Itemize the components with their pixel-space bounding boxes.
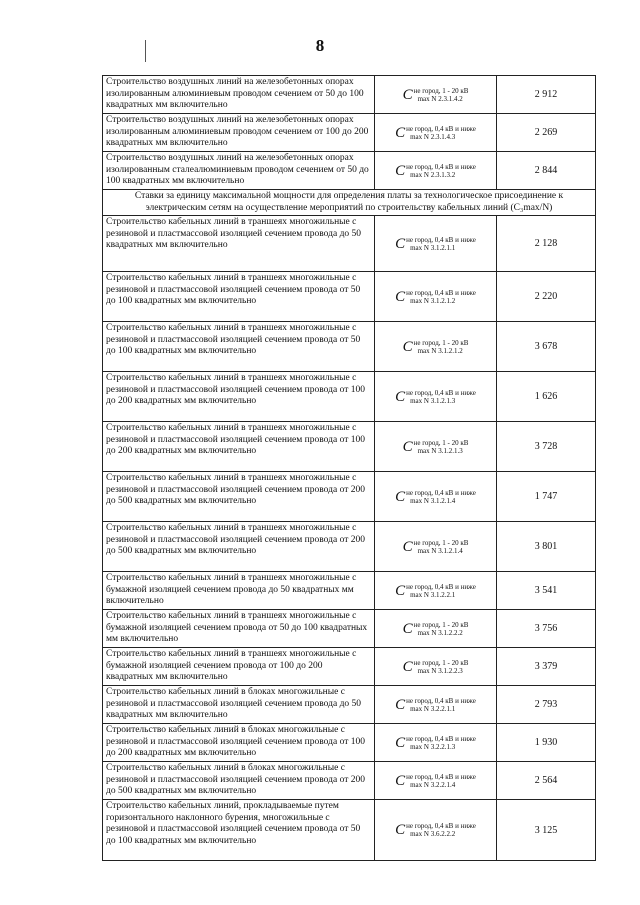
row-description: Строительство кабельных линий в блоках многожильные с резиновой и пластмассовой изоляцией сечением провода от 100 до 200 квадратных мм включительно xyxy=(103,724,375,761)
table-row xyxy=(103,322,595,372)
rate-code xyxy=(375,522,497,571)
rate-symbol: C xyxy=(402,538,413,555)
row-description: Строительство кабельных линий в траншеях многожильные с бумажной изоляцией сечением провода от 50 до 100 квадратных мм включительно xyxy=(103,610,375,647)
rate-symbol: C xyxy=(395,582,406,599)
row-description: Строительство кабельных линий в траншеях многожильные с бумажной изоляцией сечением провода от 100 до 200 квадратных мм включительно xyxy=(103,648,375,685)
section-header: Ставки за единицу максимальной мощности для определения платы за технологическое присоединение к электрическим сетям на осуществление мероприятий по строительству кабельных линий (C₃max/N) xyxy=(134,191,564,213)
rate-symbol: C xyxy=(395,235,406,252)
rate-value: 2 844 xyxy=(534,165,558,176)
table-row xyxy=(103,472,595,522)
rate-value: 3 125 xyxy=(534,824,558,836)
rate-value: 1 747 xyxy=(534,491,558,502)
tariff-table xyxy=(102,75,596,861)
rate-superscript: не город, 0,4 кВ и ниже xyxy=(406,772,476,781)
row-description: Строительство кабельных линий в блоках многожильные с резиновой и пластмассовой изоляцией сечением провода от 200 до 500 квадратных мм включительно xyxy=(103,762,375,799)
rate-superscript: не город, 0,4 кВ и ниже xyxy=(406,162,476,171)
table-row xyxy=(103,76,595,114)
rate-subscript: max N 3.1.2.1.4 xyxy=(417,546,463,555)
row-description: Строительство кабельных линий в траншеях многожильные с резиновой и пластмассовой изоляцией сечением провода до 50 квадратных мм включительно xyxy=(103,216,375,271)
rate-subscript: max N 3.2.2.1.1 xyxy=(410,704,456,713)
table-row xyxy=(103,572,595,610)
rate-code xyxy=(375,572,497,609)
rate-subscript: max N 3.1.2.1.3 xyxy=(417,446,463,455)
rate-code xyxy=(375,686,497,723)
rate-code xyxy=(375,372,497,421)
rate-value: 1 930 xyxy=(534,737,558,748)
table-row xyxy=(103,114,595,152)
rate-superscript: не город, 0,4 кВ и ниже xyxy=(406,582,476,591)
rate-value: 3 541 xyxy=(534,585,558,596)
rate-superscript: не город, 0,4 кВ и ниже xyxy=(406,288,476,297)
rate-symbol: C xyxy=(395,772,406,789)
rate-code xyxy=(375,272,497,321)
rate-subscript: max N 3.2.2.1.3 xyxy=(410,742,456,751)
rate-superscript: не город, 0,4 кВ и ниже xyxy=(406,124,476,133)
rate-symbol: C xyxy=(395,124,406,141)
rate-value: 3 801 xyxy=(534,541,558,552)
rate-superscript: не город, 1 - 20 кВ xyxy=(413,86,469,95)
rate-symbol: C xyxy=(395,822,406,838)
row-description: Строительство кабельных линий в блоках многожильные с резиновой и пластмассовой изоляцией сечением провода до 50 квадратных мм включительно xyxy=(103,686,375,723)
rate-subscript: max N 3.1.2.1.2 xyxy=(417,346,463,355)
table-row xyxy=(103,762,595,800)
rate-code xyxy=(375,76,497,113)
row-description: Строительство кабельных линий, прокладываемые путем горизонтального наклонного бурения, многожильные с резиновой и пластмассовой изоляцией сечением провода от 50 до 100 квадратных мм включительно xyxy=(103,800,375,860)
rate-code xyxy=(375,422,497,471)
rate-code xyxy=(375,322,497,371)
rate-code xyxy=(375,114,497,151)
rate-value: 3 756 xyxy=(534,623,558,634)
rate-symbol: C xyxy=(395,696,406,713)
rate-code xyxy=(375,724,497,761)
rate-superscript: не город, 1 - 20 кВ xyxy=(413,338,469,347)
rate-code xyxy=(375,472,497,521)
rate-value: 2 564 xyxy=(534,775,558,786)
table-row xyxy=(103,800,595,860)
rate-value: 2 128 xyxy=(534,238,558,249)
rate-superscript: не город, 0,4 кВ и ниже xyxy=(406,488,476,497)
rate-value: 1 626 xyxy=(534,391,558,402)
rate-superscript: не город, 1 - 20 кВ xyxy=(413,620,469,629)
table-row xyxy=(103,610,595,648)
margin-line xyxy=(145,40,146,62)
rate-subscript: max N 2.3.1.4.3 xyxy=(410,132,456,141)
rate-value: 2 269 xyxy=(534,127,558,138)
row-description: Строительство кабельных линий в траншеях многожильные с резиновой и пластмассовой изоляцией сечением провода от 50 до 100 квадратных мм включительно xyxy=(103,272,375,321)
table-row xyxy=(103,152,595,190)
rate-subscript: max N 3.1.2.1.3 xyxy=(410,396,456,405)
rate-symbol: C xyxy=(402,658,413,675)
rate-code xyxy=(375,152,497,189)
table-row xyxy=(103,648,595,686)
rate-subscript: max N 3.1.2.1.1 xyxy=(410,243,456,252)
rate-subscript: max N 3.2.2.1.4 xyxy=(410,780,456,789)
rate-code xyxy=(375,216,497,271)
row-description: Строительство кабельных линий в траншеях многожильные с резиновой и пластмассовой изоляцией сечением провода от 100 до 200 квадратных мм включительно xyxy=(103,372,375,421)
rate-symbol: C xyxy=(395,488,406,505)
table-row xyxy=(103,372,595,422)
rate-code xyxy=(375,610,497,647)
rate-symbol: C xyxy=(395,162,406,179)
table-row xyxy=(103,522,595,572)
rate-value: 2 912 xyxy=(534,89,558,100)
rate-subscript: max N 3.6.2.2.2 xyxy=(410,830,456,838)
rate-symbol: C xyxy=(402,86,413,103)
table-row xyxy=(103,422,595,472)
rate-subscript: max N 3.1.2.2.1 xyxy=(410,590,456,599)
rate-subscript: max N 3.1.2.2.3 xyxy=(417,666,463,675)
rate-value: 3 379 xyxy=(534,661,558,672)
table-row xyxy=(103,272,595,322)
row-description: Строительство кабельных линий в траншеях многожильные с резиновой и пластмассовой изоляцией сечением провода от 50 до 100 квадратных мм включительно xyxy=(103,322,375,371)
rate-symbol: C xyxy=(402,620,413,637)
rate-symbol: C xyxy=(402,438,413,455)
table-row xyxy=(103,216,595,272)
rate-subscript: max N 2.3.1.4.2 xyxy=(417,94,463,103)
row-description: Строительство воздушных линий на железобетонных опорах изолированным алюминиевым проводом сечением от 100 до 200 квадратных мм включительно xyxy=(103,114,375,151)
rate-symbol: C xyxy=(402,338,413,355)
row-description: Строительство воздушных линий на железобетонных опорах изолированным сталеалюминиевым проводом сечением от 50 до 100 квадратных мм включительно xyxy=(103,152,375,189)
rate-superscript: не город, 0,4 кВ и ниже xyxy=(406,235,476,244)
rate-value: 3 678 xyxy=(534,341,558,352)
rate-superscript: не город, 0,4 кВ и ниже xyxy=(406,734,476,743)
rate-symbol: C xyxy=(395,388,406,405)
rate-code xyxy=(375,762,497,799)
rate-superscript: не город, 0,4 кВ и ниже xyxy=(406,388,476,397)
rate-code xyxy=(375,648,497,685)
rate-superscript: не город, 1 - 20 кВ xyxy=(413,438,469,447)
row-description: Строительство кабельных линий в траншеях многожильные с резиновой и пластмассовой изоляцией сечением провода от 100 до 200 квадратных мм включительно xyxy=(103,422,375,471)
rate-subscript: max N 3.1.2.2.2 xyxy=(417,628,463,637)
rate-subscript: max N 3.1.2.1.2 xyxy=(410,296,456,305)
table-row xyxy=(103,686,595,724)
section-header-row xyxy=(103,190,595,216)
table-row xyxy=(103,724,595,762)
row-description: Строительство кабельных линий в траншеях многожильные с бумажной изоляцией сечением провода до 50 квадратных мм включительно xyxy=(103,572,375,609)
row-description: Строительство воздушных линий на железобетонных опорах изолированным алюминиевым проводом сечением от 50 до 100 квадратных мм включительно xyxy=(103,76,375,113)
row-description: Строительство кабельных линий в траншеях многожильные с резиновой и пластмассовой изоляцией сечением провода от 200 до 500 квадратных мм включительно xyxy=(103,522,375,571)
rate-superscript: не город, 0,4 кВ и ниже xyxy=(406,822,476,830)
rate-superscript: не город, 1 - 20 кВ xyxy=(413,538,469,547)
rate-value: 2 793 xyxy=(534,699,558,710)
rate-symbol: C xyxy=(395,288,406,305)
rate-superscript: не город, 1 - 20 кВ xyxy=(413,658,469,667)
rate-symbol: C xyxy=(395,734,406,751)
rate-value: 3 728 xyxy=(534,441,558,452)
rate-subscript: max N 3.1.2.1.4 xyxy=(410,496,456,505)
rate-subscript: max N 2.3.1.3.2 xyxy=(410,170,456,179)
row-description: Строительство кабельных линий в траншеях многожильные с резиновой и пластмассовой изоляцией сечением провода от 200 до 500 квадратных мм включительно xyxy=(103,472,375,521)
rate-code xyxy=(375,800,497,860)
rate-superscript: не город, 0,4 кВ и ниже xyxy=(406,696,476,705)
rate-value: 2 220 xyxy=(534,291,558,302)
page-number: 8 xyxy=(315,36,325,55)
